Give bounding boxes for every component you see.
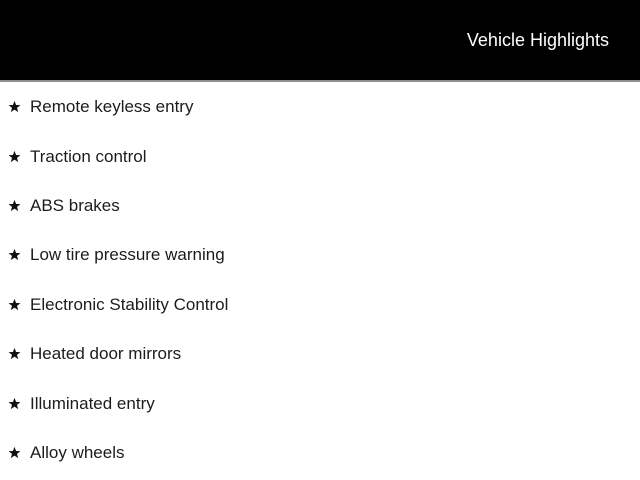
list-item [0, 428, 640, 477]
feature-label: Traction control [30, 146, 147, 166]
list-item [0, 230, 640, 279]
vehicle-highlights-list [0, 82, 640, 477]
star-icon [8, 248, 21, 261]
feature-label: Heated door mirrors [30, 344, 182, 364]
star-icon [8, 397, 21, 410]
feature-label: Remote keyless entry [30, 97, 194, 117]
list-item [0, 280, 640, 329]
star-icon [8, 199, 21, 212]
header-bar [0, 0, 640, 82]
list-item [0, 181, 640, 230]
list-item [0, 329, 640, 378]
star-icon [8, 100, 21, 113]
list-item [0, 378, 640, 427]
feature-label: Electronic Stability Control [30, 294, 229, 314]
feature-label: Alloy wheels [30, 442, 125, 462]
star-icon [8, 150, 21, 163]
feature-label: Illuminated entry [30, 393, 155, 413]
feature-label: Low tire pressure warning [30, 245, 225, 265]
feature-label: ABS brakes [30, 195, 120, 215]
list-item [0, 131, 640, 180]
list-item [0, 82, 640, 131]
star-icon [8, 347, 21, 360]
page-title: Vehicle Highlights [466, 30, 609, 50]
star-icon [8, 446, 21, 459]
star-icon [8, 298, 21, 311]
